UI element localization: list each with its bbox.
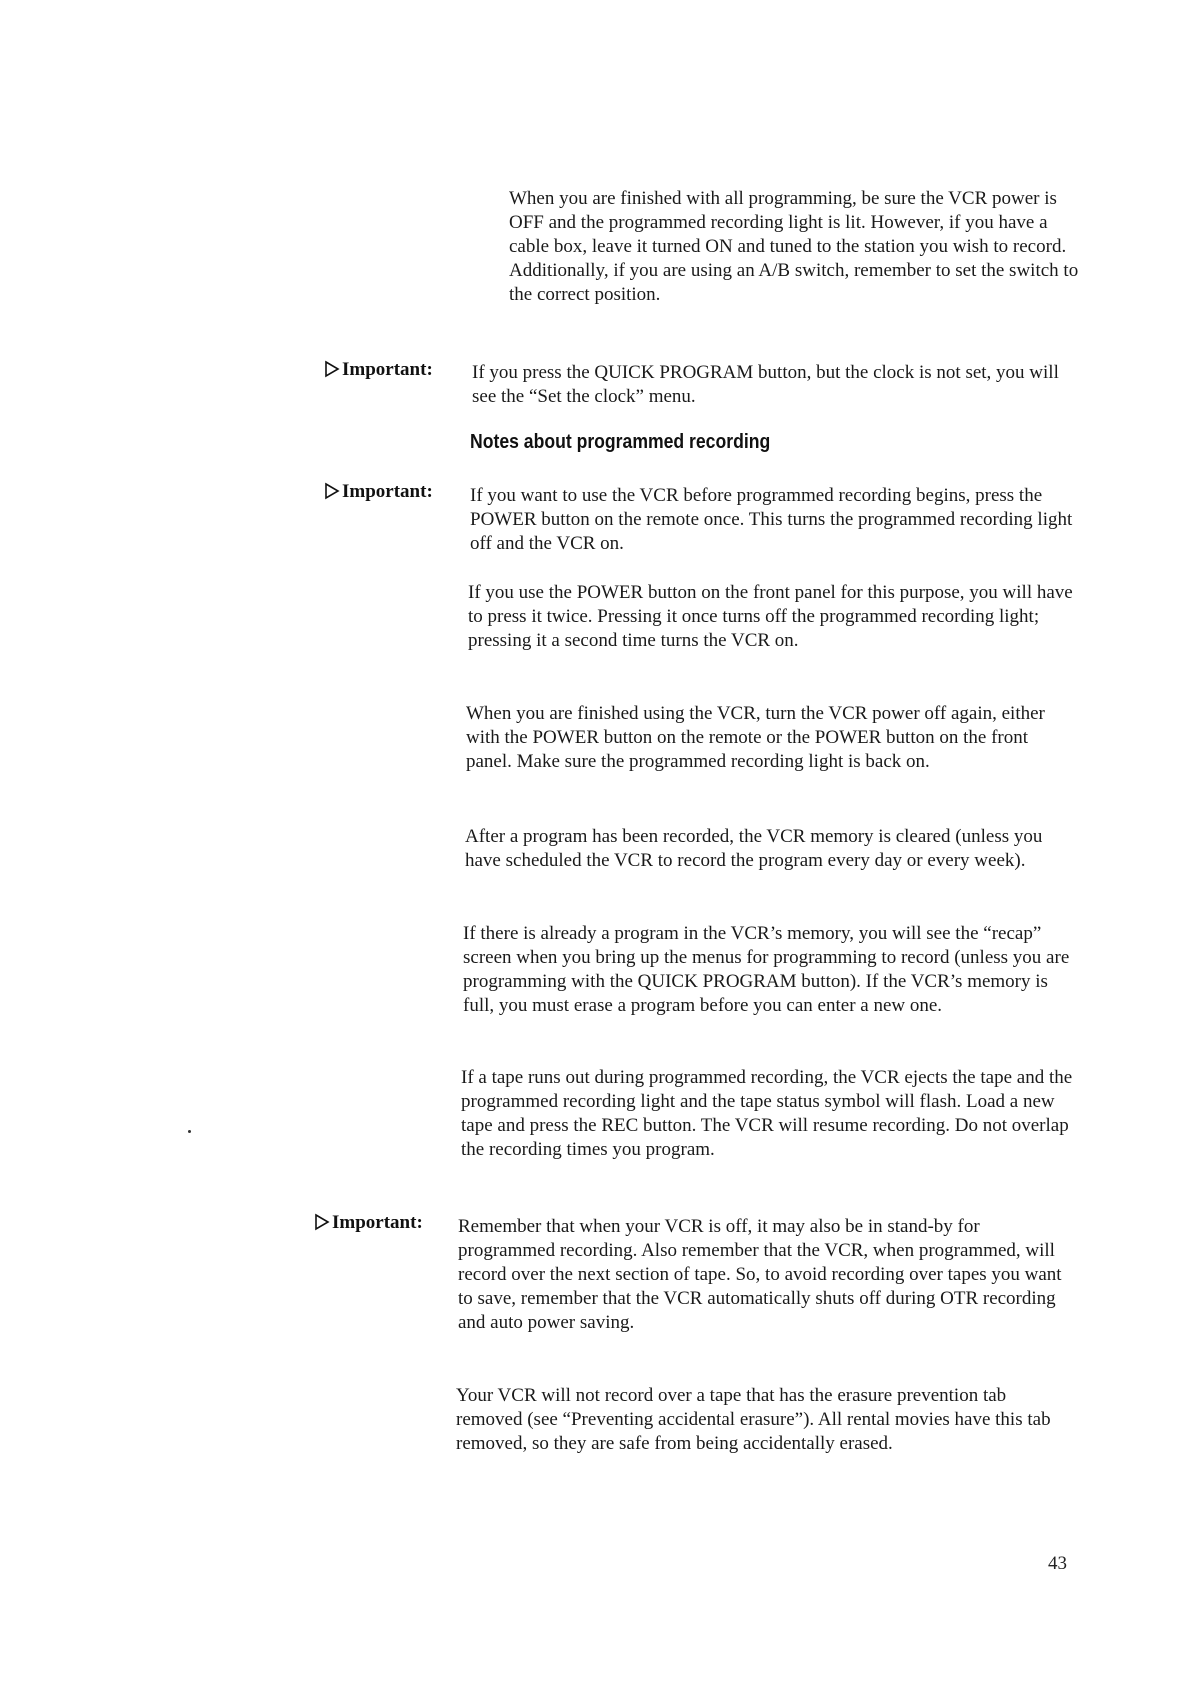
triangle-pointer-icon (324, 482, 340, 500)
section-heading: Notes about programmed recording (470, 431, 771, 453)
important-label-2 (324, 480, 433, 504)
important-2-paragraph: When you are finished using the VCR, turn the VCR power off again, either with the POWER button on the remote or the POWER button on the front panel. Make sure the programmed recording light is back on. (466, 703, 1045, 772)
important-label-text: Important: (332, 1212, 423, 1233)
important-label-1 (324, 358, 433, 382)
intro-paragraph: When you are finished with all programming, be sure the VCR power is OFF and the programmed recording light is lit. However, if you have a cable box, leave it turned ON and tuned to the station you wish to record. Additionally, if you are using an A/B switch, remember to set the switch to the correct position. (509, 188, 1079, 305)
important-label-3 (314, 1211, 423, 1235)
important-2-paragraph: After a program has been recorded, the VCR memory is cleared (unless you have scheduled the VCR to record the program every day or every week). (465, 826, 1043, 871)
important-2-paragraph: If there is already a program in the VCR’s memory, you will see the “recap” screen when you bring up the menus for programming to record (unless you are programming with the QUICK PROGRAM button). If the VCR’s memory is full, you must erase a program before you can enter a new one. (463, 923, 1070, 1016)
triangle-pointer-icon (324, 360, 340, 378)
page-number: 43 (1048, 1553, 1067, 1574)
scan-speck (188, 1130, 191, 1133)
triangle-pointer-icon (314, 1213, 330, 1231)
important-3-paragraph: Your VCR will not record over a tape that has the erasure prevention tab removed (see “Preventing accidental erasure”). All rental movies have this tab removed, so they are safe from being accidentally erased. (456, 1385, 1051, 1454)
important-2-paragraph: If you use the POWER button on the front panel for this purpose, you will have to press it twice. Pressing it once turns off the programmed recording light; pressing it a second time turns the VCR on. (468, 582, 1073, 651)
important-3-paragraph: Remember that when your VCR is off, it may also be in stand-by for programmed recording. Also remember that the VCR, when programmed, will record over the next section of tape. So, to avoid recording over tapes you want to save, remember that the VCR automatically shuts off during OTR recording and auto power saving. (458, 1216, 1062, 1333)
important-label-text: Important: (342, 359, 433, 380)
important-2-paragraph: If a tape runs out during programmed recording, the VCR ejects the tape and the programmed recording light and the tape status symbol will flash. Load a new tape and press the REC button. The VCR will resume recording. Do not overlap the recording times you program. (461, 1067, 1073, 1160)
important-1-text: If you press the QUICK PROGRAM button, but the clock is not set, you will see the “Set the clock” menu. (472, 362, 1059, 407)
important-label-text: Important: (342, 481, 433, 502)
important-2-paragraph: If you want to use the VCR before programmed recording begins, press the POWER button on the remote once. This turns the programmed recording light off and the VCR on. (470, 485, 1073, 554)
